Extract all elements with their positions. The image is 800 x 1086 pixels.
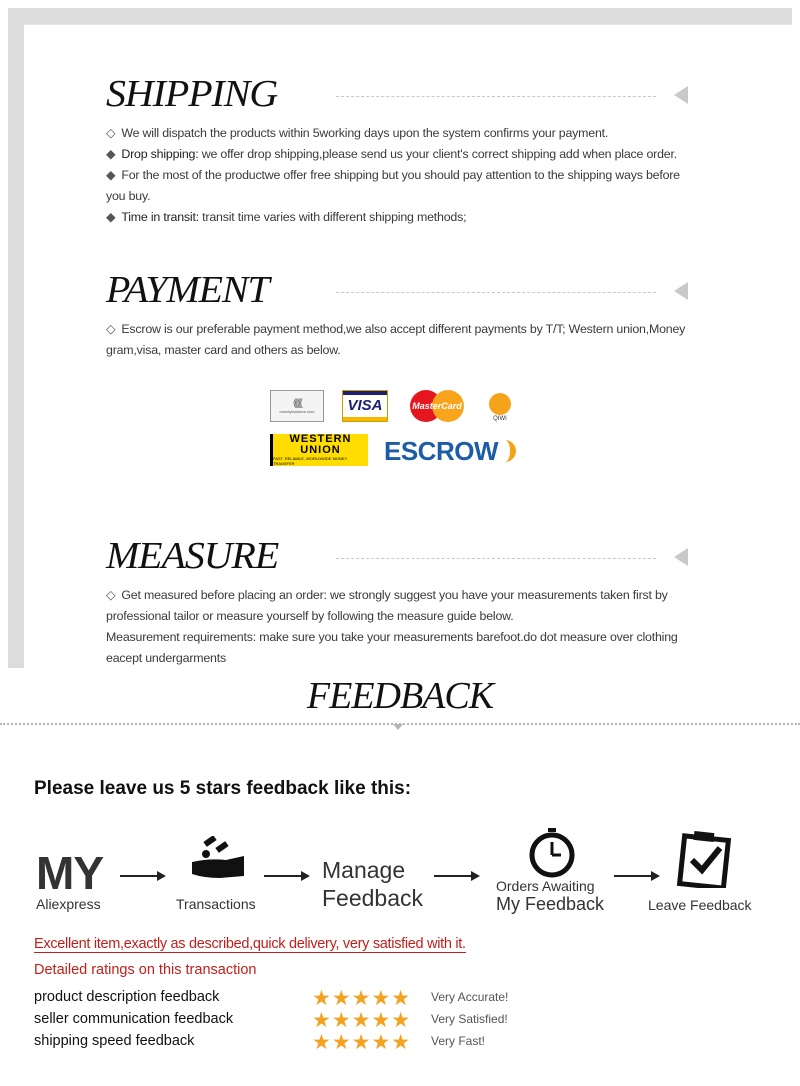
right-arrow-icon [614,875,658,877]
right-arrow-icon [434,875,478,877]
visa-bottom-bar [343,417,387,421]
manage-label-line: Manage [322,857,406,883]
aliexpress-label: Aliexpress [36,896,101,912]
shipping-body [106,123,706,228]
rating-label: shipping speed feedback [34,1033,195,1049]
ratings-heading: Detailed ratings on this transaction [34,962,257,978]
visa-text: VISA [347,397,383,414]
time-in-transit-term: Time in transit: [121,210,199,224]
western-union-logo [270,434,368,466]
leave-feedback-label: Leave Feedback [648,897,752,913]
moneybookers-logo [270,390,324,422]
moneybookers-caption: moneybookers.com [279,409,315,414]
measure-line [106,606,706,627]
shipping-line [106,207,706,228]
mastercard-logo [408,388,466,424]
measure-line [106,627,706,648]
diamond-icon: ◆ [106,210,116,224]
moneybookers-rings-icon: (((((( [293,398,301,409]
rating-row [34,1033,534,1053]
rating-row [34,1011,534,1031]
right-arrow-icon [264,875,308,877]
payment-logos [270,388,530,468]
rating-label: product description feedback [34,989,220,1005]
shipping-line [106,123,706,144]
measure-section [106,537,706,669]
clipboard-check-icon [676,830,732,888]
hand-money-icon [190,836,246,882]
diamond-icon: ◇ [106,322,116,336]
diamond-icon: ◇ [106,588,116,602]
shipping-line [106,165,706,186]
star-rating-icon: ★★★★★ [312,1031,412,1054]
rating-verdict: Very Fast! [431,1034,486,1048]
shipping-line [106,186,706,207]
manage-label-line: Feedback [322,885,424,911]
payment-title: PAYMENT [106,269,269,311]
measure-text: Measurement requirements: make sure you take your measurements barefoot.do dot measure over clothing [106,630,678,644]
escrow-logo [384,436,516,466]
measure-body [106,585,706,669]
rating-label: seller communication feedback [34,1011,234,1027]
my-feedback-label: My Feedback [496,894,605,914]
star-rating-icon: ★★★★★ [312,1009,412,1032]
qiwi-text: QIWI [493,415,507,422]
right-arrow-icon [120,875,164,877]
star-rating-icon: ★★★★★ [312,987,412,1010]
shipping-text: We will dispatch the products within 5working days upon the system confirms your payment. [121,126,609,140]
payment-section [106,271,706,361]
diamond-icon: ◇ [106,126,116,140]
clock-icon [527,828,577,878]
left-arrow-icon [674,548,688,566]
payment-line [106,340,706,361]
rating-verdict: Very Accurate! [431,990,509,1004]
diamond-icon: ◆ [106,168,116,182]
left-arrow-icon [674,282,688,300]
qiwi-logo [484,390,516,424]
section-divider [336,558,656,559]
shipping-line [106,144,706,165]
western-union-tagline: FAST, RELIABLE, WORLDWIDE MONEY TRANSFER [273,456,348,466]
measure-text: professional tailor or measure yourself by following the measure guide below. [106,609,514,623]
diamond-icon: ◆ [106,147,116,161]
payment-body [106,319,706,361]
measure-line [106,585,706,606]
western-union-text: UNION [300,444,341,456]
example-comment: Excellent item,exactly as described,quick delivery, very satisfied with it. [34,936,466,952]
section-divider [336,292,656,293]
mastercard-text: MasterCard [412,401,462,411]
shipping-text: For the most of the productwe offer free shipping but you should pay attention to the shipping ways before [121,168,680,182]
shipping-title: SHIPPING [106,73,278,115]
shipping-text: transit time varies with different shipping methods; [198,210,467,224]
divider-notch-icon [393,724,403,730]
feedback-title: FEEDBACK [306,675,494,717]
section-divider [336,96,656,97]
visa-logo [342,390,388,422]
orders-awaiting-label: Orders Awaiting [496,878,595,894]
measure-text: eacept undergarments [106,651,226,665]
drop-shipping-term: Drop shipping: [121,147,199,161]
escrow-swoosh-icon [500,440,516,462]
shipping-section [106,75,706,228]
payment-text: Escrow is our preferable payment method,we also accept different payments by T/T; Western union,Money [121,322,686,336]
payment-line [106,319,706,340]
qiwi-circle [489,393,511,415]
left-arrow-icon [674,86,688,104]
shipping-text: you buy. [106,189,151,203]
payment-text: gram,visa, master card and others as below. [106,343,341,357]
measure-title: MEASURE [106,535,279,577]
rating-verdict: Very Satisfied! [431,1012,508,1026]
escrow-text: ESCROW [384,435,498,466]
western-union-text: WESTERN [289,433,352,445]
shipping-text: we offer drop shipping,please send us your client's correct shipping add when place order. [198,147,677,161]
feedback-heading: Please leave us 5 stars feedback like this: [34,778,412,799]
measure-line [106,648,706,669]
transactions-label: Transactions [176,896,256,912]
my-step-label: MY [36,847,103,899]
rating-row [34,989,534,1009]
manage-feedback-label [322,856,423,912]
measure-text: Get measured before placing an order: we strongly suggest you have your measurements taken first by [121,588,668,602]
